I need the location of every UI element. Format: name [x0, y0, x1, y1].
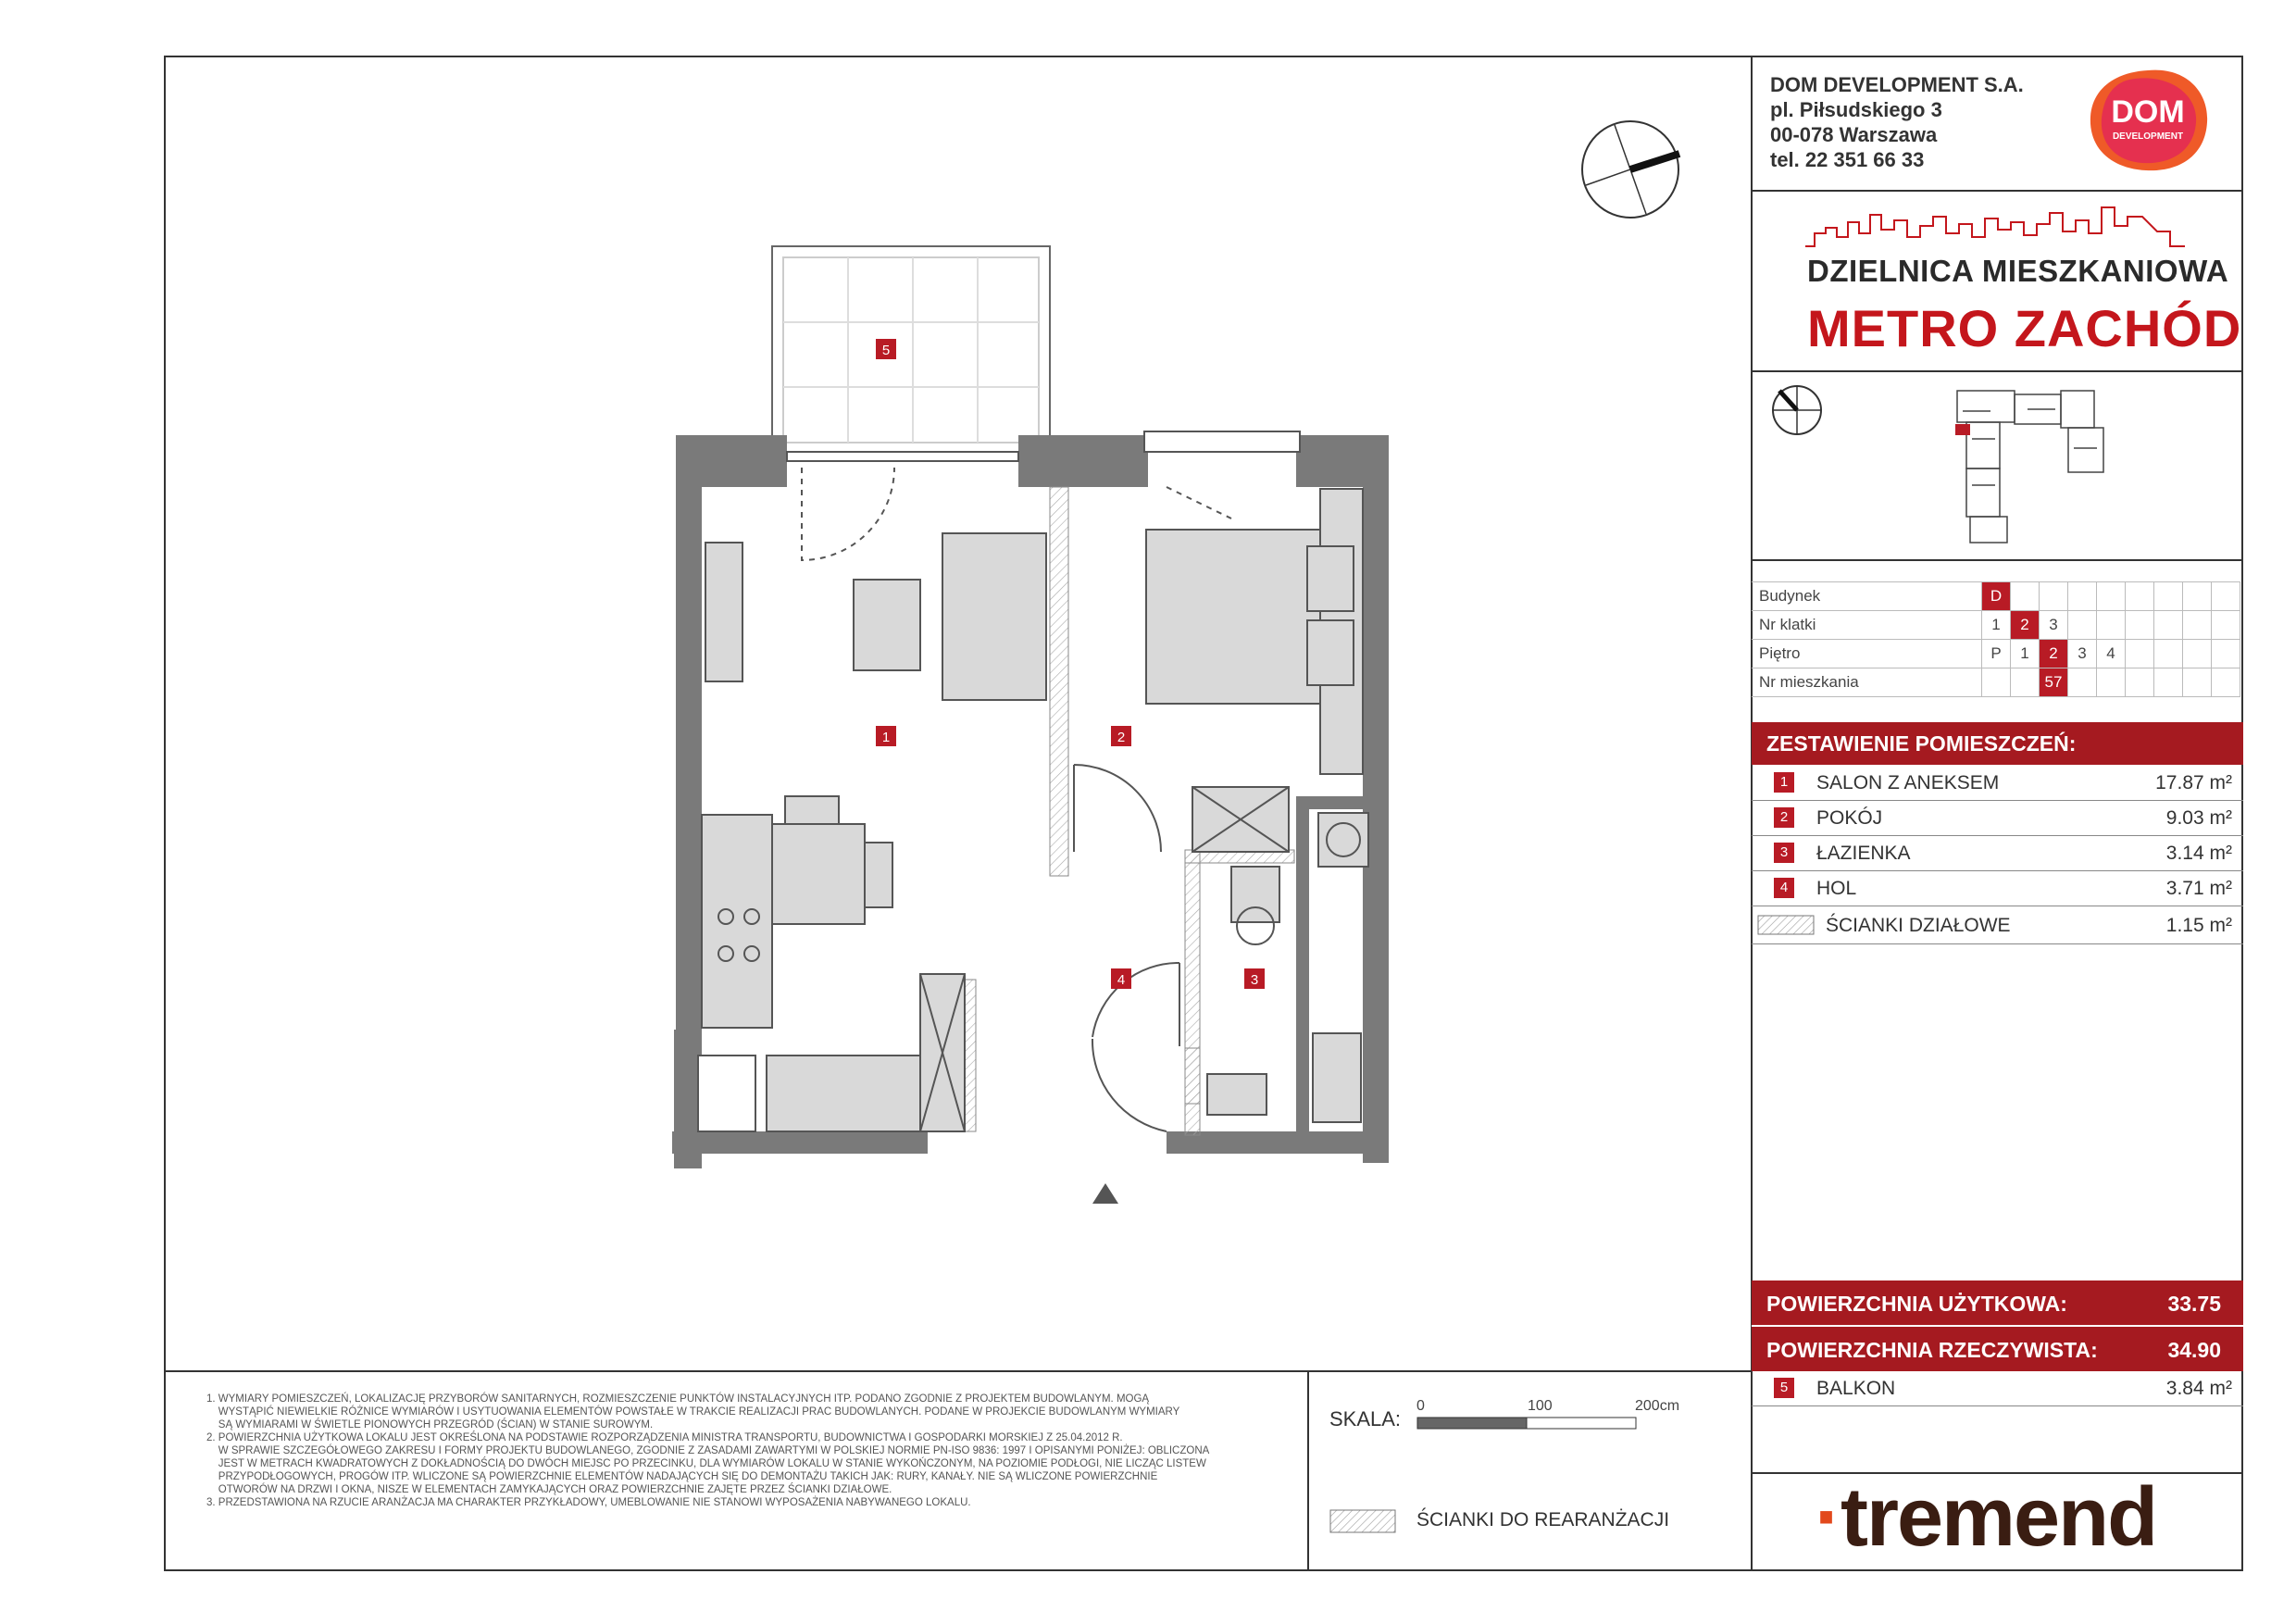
scale-tick-200: 200cm [1635, 1398, 1680, 1414]
compass-icon [1579, 119, 1681, 220]
scale-tick-0: 0 [1416, 1398, 1425, 1414]
plan-label-3: 3 [1250, 972, 1259, 988]
info-cell [2183, 582, 2212, 611]
room-number-badge: 2 [1774, 807, 1794, 828]
info-row [1752, 582, 2240, 611]
info-row-label: Budynek [1752, 582, 1982, 611]
info-cell [2068, 582, 2097, 611]
tremend-logo-text: tremend [1840, 1471, 2157, 1564]
furniture [698, 489, 1368, 1131]
plan-label-1: 1 [881, 730, 891, 745]
room-row [1752, 766, 2243, 801]
room-row [1752, 801, 2243, 836]
info-cell [2040, 582, 2068, 611]
note-line: PRZYPODŁOGOWYCH, PROGÓW ITP. WLICZONE SĄ POWIERZCHNIE ELEMENTÓW NADAJĄCYCH SIĘ DO DEMONTAŻU TAKICH JAK: RURY, KANAŁY. NIE SĄ WLICZONE POWIERZCHNIE [206, 1471, 1158, 1482]
room-area: 9.03 m² [2165, 807, 2232, 829]
real-area-label: POWIERZCHNIA RZECZYWISTA: [1766, 1338, 2098, 1362]
divider [1752, 559, 2243, 561]
info-cell: 3 [2068, 640, 2097, 668]
project-name-line2: METRO ZACHÓD [1807, 299, 2242, 357]
info-cell: P [1982, 640, 2011, 668]
room-name: SALON Z ANEKSEM [1816, 772, 2000, 793]
note-line: JEST W METRACH KWADRATOWYCH Z DOKŁADNOŚCIĄ DO DWÓCH MIEJSC PO PRZECINKU, DLA WYMIARÓW LOKALU W STANIE WYKOŃCZONYM, NA POZIOMIE PODŁOGI, NIE LICZĄC LISTEW [206, 1458, 1206, 1469]
floor-plan [648, 241, 1407, 1213]
info-cell [2154, 668, 2183, 697]
hatch-swatch-icon [1757, 915, 1815, 935]
note-line: OTWORÓW NA DRZWI I OKNA, NISZE W ELEMENTACH ZAMYKAJĄCYCH ORAZ POWIERZCHNIE ZAJĘTE PRZEZ ŚCIANKI DZIAŁOWE. [206, 1484, 892, 1495]
info-row-label: Piętro [1752, 640, 1982, 668]
room-name: ŁAZIENKA [1816, 843, 1911, 864]
divider [1752, 190, 2243, 192]
info-cell: 4 [2097, 640, 2126, 668]
partitions-name: ŚCIANKI DZIAŁOWE [1826, 915, 2011, 936]
note-line: WYSTĄPIĆ NIEWIELKIE RÓŻNICE WYMIARÓW I USYTUOWANIA ELEMENTÓW POWSTAŁE W TRAKCIE REALIZACJI PRAC BUDOWLANYCH. PODANE W PROJEKCIE BUDOWLANYM WYMIARY [206, 1406, 1180, 1418]
notes-block [206, 1393, 1299, 1509]
kitchen-counter [702, 815, 772, 1028]
info-cell [2068, 668, 2097, 697]
info-cell [2154, 582, 2183, 611]
coffee-table [854, 580, 920, 670]
table [772, 824, 865, 924]
legend-label: ŚCIANKI DO REARANŻACJI [1416, 1509, 1670, 1530]
info-cell: 1 [1982, 611, 2011, 640]
dom-development-logo [2083, 65, 2213, 174]
info-cell: 3 [2040, 611, 2068, 640]
legend-hatch-icon [1329, 1509, 1396, 1533]
note-line: 2. POWIERZCHNIA UŻYTKOWA LOKALU JEST OKREŚLONA NA PODSTAWIE ROZPORZĄDZENIA MINISTRA TRANSPORTU, BUDOWNICTWA I GOSPODARKI MORSKIEJ Z 25.04.2012 R. [206, 1432, 1123, 1443]
building-key-plan [1944, 383, 2120, 550]
room-name: POKÓJ [1816, 807, 1883, 829]
info-cell [2183, 668, 2212, 697]
tremend-logo: ·tremend [1815, 1471, 2157, 1564]
room-name: HOL [1816, 878, 1857, 899]
divider [1752, 370, 2243, 372]
usable-area-label: POWIERZCHNIA UŻYTKOWA: [1766, 1292, 2067, 1316]
partitions-row [1752, 906, 2243, 944]
info-cell [2212, 582, 2240, 611]
chair [785, 796, 839, 824]
chair [865, 843, 892, 907]
info-cell [2011, 582, 2040, 611]
real-area-value: 34.90 [2167, 1338, 2221, 1362]
info-cell [2212, 611, 2240, 640]
info-cell: 2 [2040, 640, 2068, 668]
room-row [1752, 871, 2243, 906]
balcony-area: 3.84 m² [2165, 1378, 2232, 1399]
compass-small-icon [1770, 383, 1824, 437]
info-cell [2126, 668, 2154, 697]
info-cell: 57 [2040, 668, 2068, 697]
note-line: 3. PRZEDSTAWIONA NA RZUCIE ARANŻACJA MA CHARAKTER PRZYKŁADOWY, UMEBLOWANIE NIE STANOWI WYPOSAŻENIA NABYWANEGO LOKALU. [206, 1497, 971, 1508]
logo-text-dom: DOM [2111, 94, 2185, 130]
usable-area-bar [1752, 1280, 2243, 1327]
room-number-badge: 4 [1774, 878, 1794, 898]
room-area: 3.71 m² [2165, 878, 2232, 899]
room-number-badge: 1 [1774, 772, 1794, 793]
room-row [1752, 836, 2243, 871]
info-cell [2011, 668, 2040, 697]
info-cell [2212, 668, 2240, 697]
entrance-arrow-icon [1092, 1183, 1118, 1204]
rooms-heading: ZESTAWIENIE POMIESZCZEŃ: [1766, 731, 2077, 756]
balcony-row [1752, 1371, 2243, 1406]
company-name: DOM DEVELOPMENT S.A. [1770, 73, 2024, 96]
info-row-label: Nr klatki [1752, 611, 1982, 640]
real-area-bar [1752, 1327, 2243, 1371]
apartment-marker [1955, 424, 1970, 435]
info-cell [2097, 582, 2126, 611]
room-area: 3.14 m² [2165, 843, 2232, 864]
balcony-name: BALKON [1816, 1378, 1896, 1399]
note-line: 1. WYMIARY POMIESZCZEŃ, LOKALIZACJĘ PRZYBORÓW SANITARNYCH, ROZMIESZCZENIE PUNKTÓW INSTALACYJNYCH ITP. PODANO ZGODNIE Z PROJEKTEM BUDOWLANYM. MOGĄ [206, 1393, 1150, 1405]
info-cell [2212, 640, 2240, 668]
balcony [772, 246, 1050, 443]
room-number-badge: 5 [1774, 1378, 1794, 1398]
info-cell [2183, 611, 2212, 640]
room-area: 17.87 m² [2155, 772, 2232, 793]
scale-bar [1416, 1417, 1639, 1431]
info-cell [2126, 640, 2154, 668]
sink [1207, 1074, 1267, 1115]
notes-divider-vertical [1307, 1370, 1309, 1571]
info-cell [2154, 640, 2183, 668]
info-row-label: Nr mieszkania [1752, 668, 1982, 697]
info-cell [2068, 611, 2097, 640]
info-cell [2183, 640, 2212, 668]
info-cell [2154, 611, 2183, 640]
wardrobe [705, 543, 742, 681]
rooms-heading-bar [1752, 722, 2243, 765]
info-cell [2126, 611, 2154, 640]
bed [1146, 530, 1320, 704]
plan-label-2: 2 [1117, 730, 1126, 745]
note-line: W SPRAWIE SZCZEGÓŁOWEGO ZAKRESU I FORMY PROJEKTU BUDOWLANEGO, ZGODNIE Z ZASADAMI ZAWARTYMI W POLSKIEJ NORMIE PN-ISO 9836: 1997 I OPISANYMI PONIŻEJ: OBLICZONA [206, 1445, 1210, 1456]
info-cell: 1 [2011, 640, 2040, 668]
toilet [1231, 867, 1279, 922]
partition-wall [1050, 487, 1068, 876]
company-info [1770, 72, 2024, 172]
note-line: SĄ WYMIARAMI W ŚWIETLE PIONOWYCH PRZEGRÓD (ŚCIAN) W STANIE SUROWYM. [206, 1419, 654, 1430]
info-row [1752, 640, 2240, 668]
usable-area-value: 33.75 [2167, 1292, 2221, 1316]
info-cell [2097, 611, 2126, 640]
skyline-icon [1805, 206, 2185, 248]
company-street: pl. Piłsudskiego 3 [1770, 98, 1942, 121]
info-cell [1982, 668, 2011, 697]
location-table [1752, 581, 2240, 697]
sofa [942, 533, 1046, 700]
info-cell [2097, 668, 2126, 697]
info-cell: D [1982, 582, 2011, 611]
plan-label-4: 4 [1117, 972, 1126, 988]
company-phone: tel. 22 351 66 33 [1770, 148, 1925, 171]
company-city: 00-078 Warszawa [1770, 123, 1938, 146]
scale-tick-100: 100 [1528, 1398, 1553, 1414]
info-cell [2126, 582, 2154, 611]
info-cell: 2 [2011, 611, 2040, 640]
info-row [1752, 611, 2240, 640]
logo-text-development: DEVELOPMENT [2112, 131, 2184, 142]
project-name-line1: DZIELNICA MIESZKANIOWA [1807, 254, 2229, 288]
plan-label-5: 5 [881, 343, 891, 358]
partitions-area: 1.15 m² [2165, 915, 2232, 936]
notes-divider-top [164, 1370, 1752, 1372]
info-row [1752, 668, 2240, 697]
bathtub [1313, 1033, 1361, 1122]
scale-label: SKALA: [1329, 1407, 1402, 1430]
room-number-badge: 3 [1774, 843, 1794, 863]
